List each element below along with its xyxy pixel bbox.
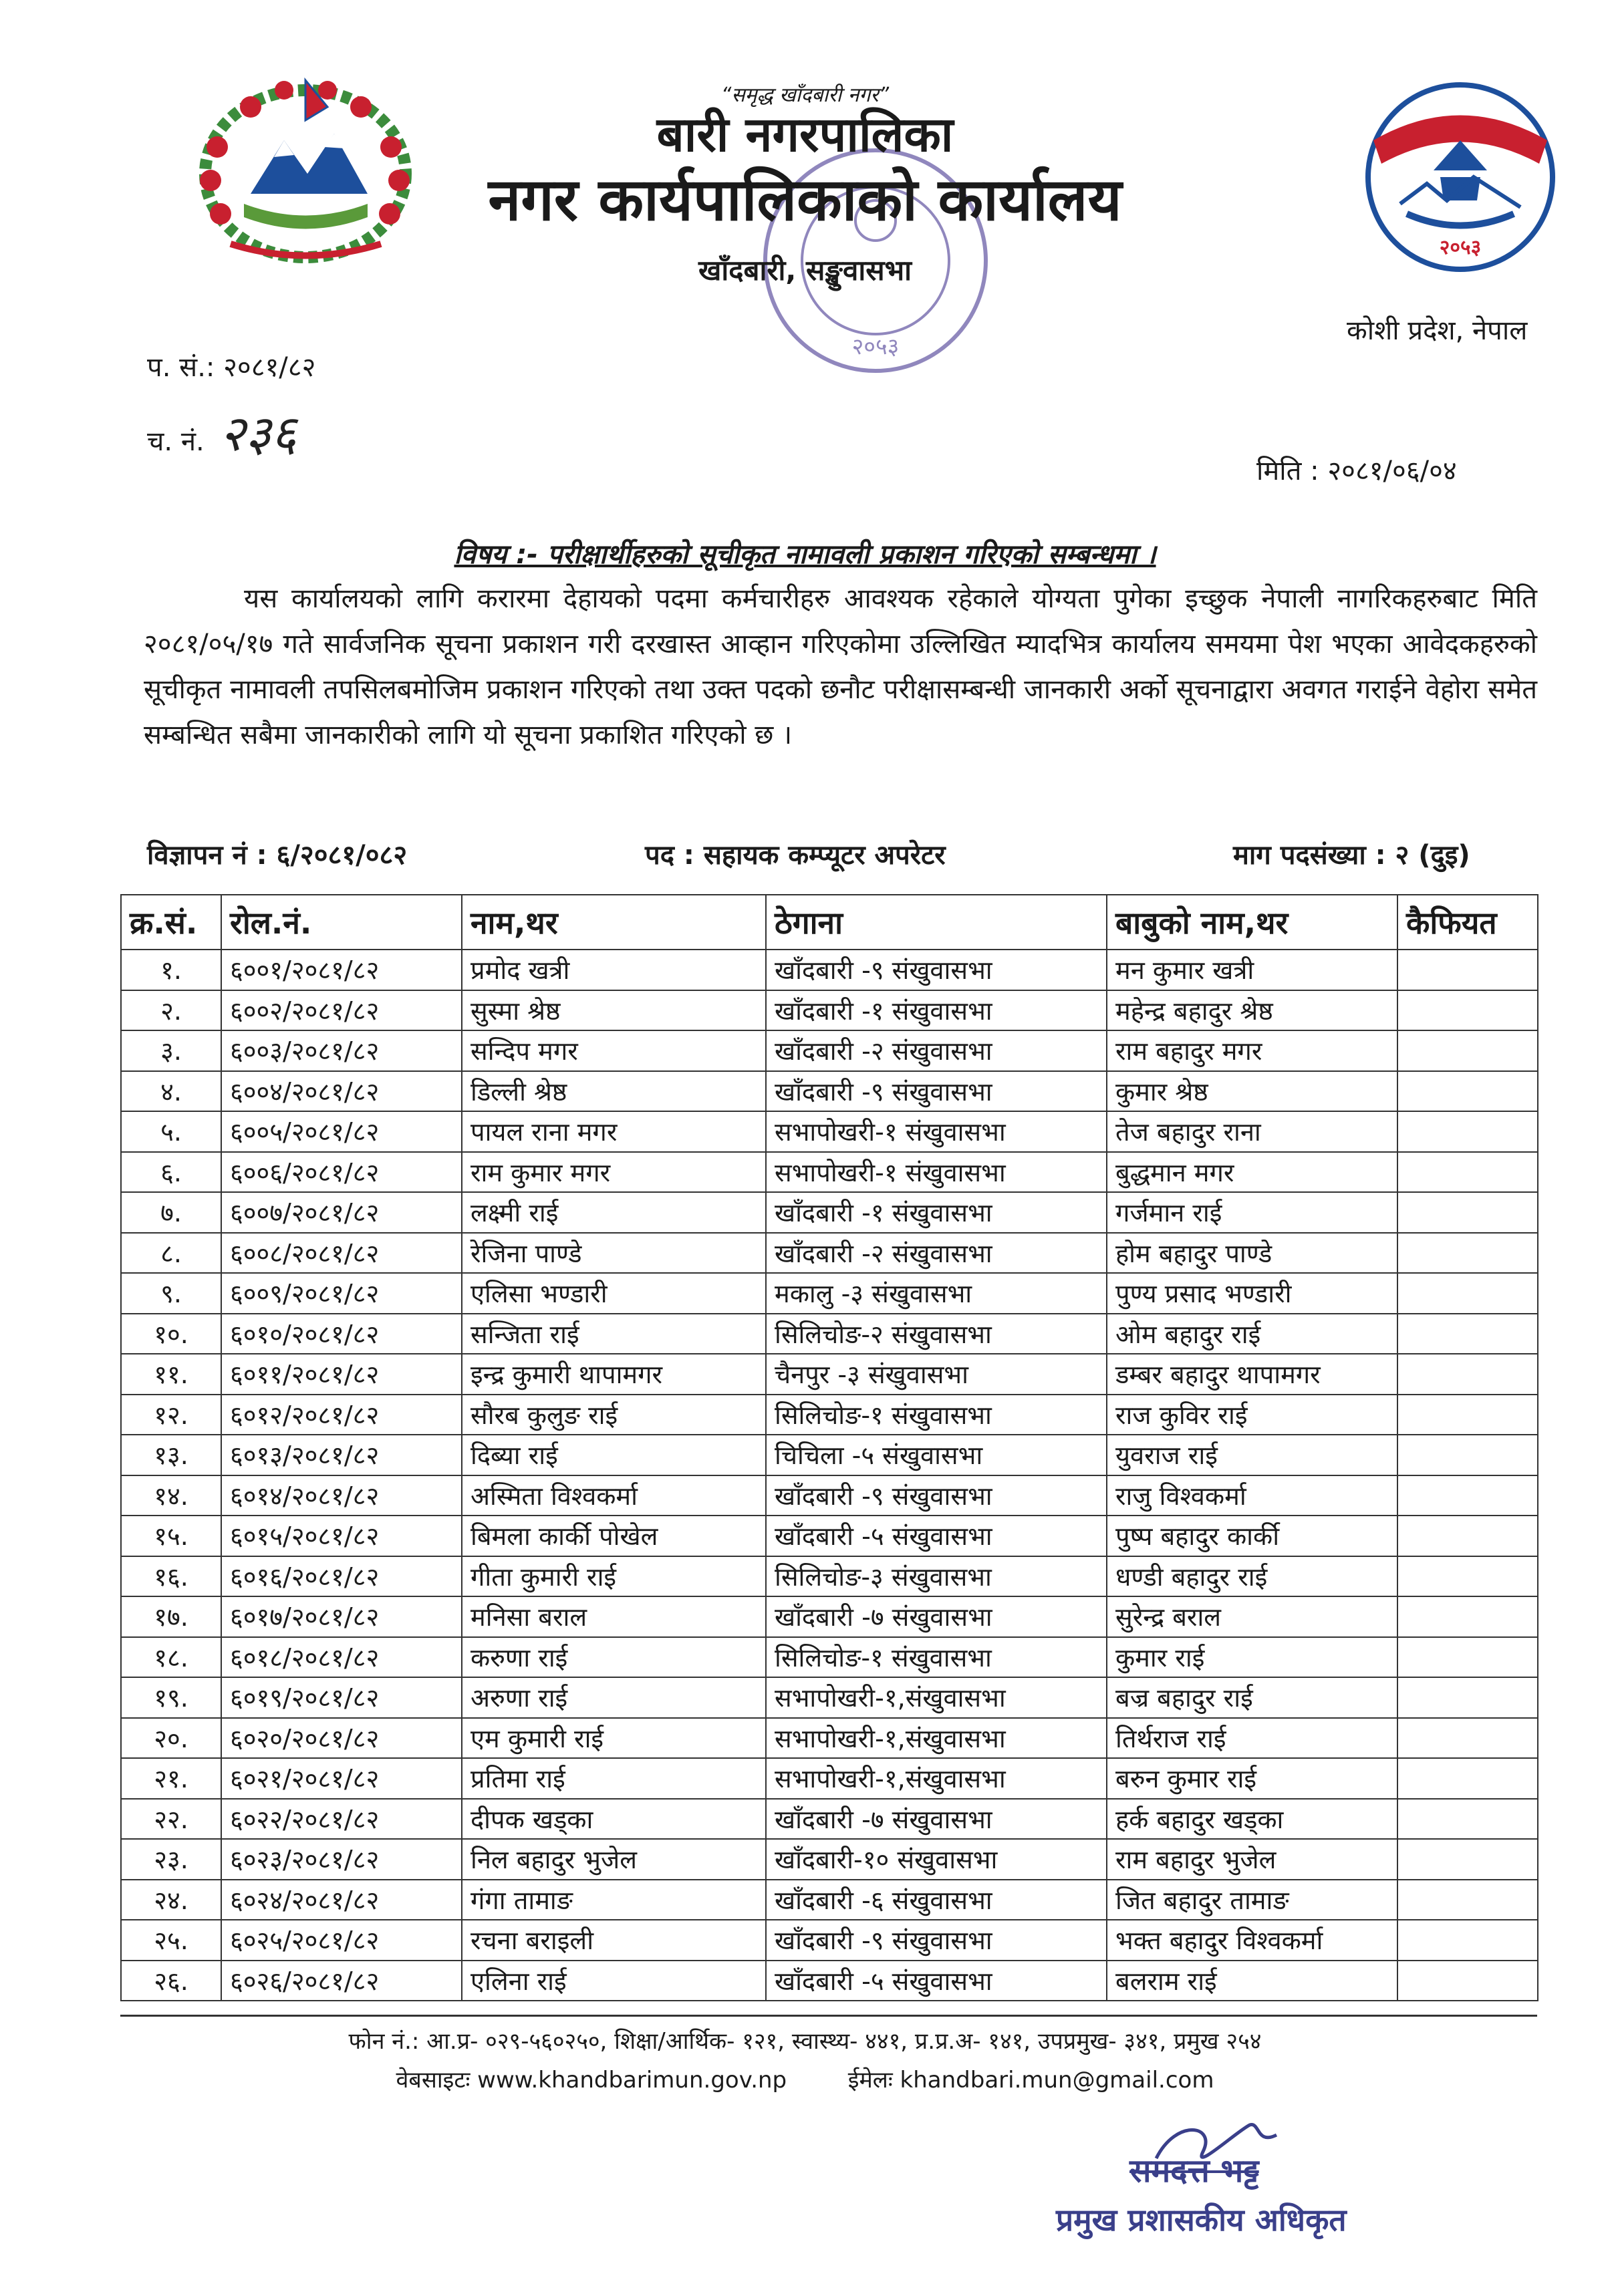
cell-roll: ६००१/२०८१/८२	[221, 950, 462, 990]
col-header-father: बाबुको नाम,थर	[1107, 895, 1397, 950]
cell-address: सभापोखरी-१ संखुवासभा	[766, 1152, 1107, 1193]
cell-father: ओम बहादुर राई	[1107, 1314, 1397, 1354]
table-row	[121, 1961, 1538, 2001]
signatory-title: प्रमुख प्रशासकीय अधिकृत	[1056, 2202, 1347, 2238]
cell-remarks	[1397, 1030, 1538, 1071]
cell-address: सिलिचोङ-१ संखुवासभा	[766, 1395, 1107, 1435]
table-header-row	[121, 895, 1538, 950]
cell-roll: ६००९/२०८१/८२	[221, 1273, 462, 1314]
cell-serial: ९.	[121, 1273, 221, 1314]
table-row	[121, 1677, 1538, 1718]
cell-roll: ६००७/२०८१/८२	[221, 1192, 462, 1233]
cell-name: एम कुमारी राई	[462, 1718, 766, 1759]
cell-name: गंगा तामाङ	[462, 1880, 766, 1920]
cell-father: जित बहादुर तामाङ	[1107, 1880, 1397, 1920]
cell-name: मनिसा बराल	[462, 1596, 766, 1637]
footer-divider	[120, 2015, 1537, 2017]
cell-remarks	[1397, 1435, 1538, 1475]
table-row	[121, 1718, 1538, 1759]
cell-address: खाँदबारी-१० संखुवासभा	[766, 1839, 1107, 1880]
cell-roll: ६०१२/२०८१/८२	[221, 1395, 462, 1435]
cell-father: महेन्द्र बहादुर श्रेष्ठ	[1107, 990, 1397, 1031]
cell-serial: ४.	[121, 1071, 221, 1112]
cell-remarks	[1397, 1233, 1538, 1274]
table-row	[121, 1880, 1538, 1920]
cell-address: खाँदबारी -९ संखुवासभा	[766, 950, 1107, 990]
cell-address: सिलिचोङ-३ संखुवासभा	[766, 1556, 1107, 1597]
vacancy-count	[1233, 835, 1470, 872]
cell-name: प्रमोद खत्री	[462, 950, 766, 990]
dispatch-label: च. नं.	[147, 426, 205, 457]
table-row	[121, 1152, 1538, 1193]
cell-name: प्रतिमा राई	[462, 1758, 766, 1799]
cell-serial: १२.	[121, 1395, 221, 1435]
col-header-name: नाम,थर	[462, 895, 766, 950]
cell-serial: १८.	[121, 1637, 221, 1678]
cell-father: हर्क बहादुर खड्का	[1107, 1799, 1397, 1840]
cell-father: होम बहादुर पाण्डे	[1107, 1233, 1397, 1274]
cell-serial: २२.	[121, 1799, 221, 1840]
cell-serial: ६.	[121, 1152, 221, 1193]
table-row	[121, 1071, 1538, 1112]
cell-name: इन्द्र कुमारी थापामगर	[462, 1354, 766, 1395]
cell-address: सिलिचोङ-२ संखुवासभा	[766, 1314, 1107, 1354]
cell-roll: ६००३/२०८१/८२	[221, 1030, 462, 1071]
cell-address: सिलिचोङ-१ संखुवासभा	[766, 1637, 1107, 1678]
cell-serial: २०.	[121, 1718, 221, 1759]
cell-serial: १०.	[121, 1314, 221, 1354]
ref-value: २०८१/८२	[223, 352, 316, 383]
footer-phone: फोन नं.: आ.प्र- ०२९-५६०२५०, शिक्षा/आर्थिक- १२१, स्वास्थ्य- ४४१, प्र.प्र.अ- १४१, उपप्रमुख- ३४१, प्रमुख २५४	[348, 2028, 1262, 2055]
cell-father: तिर्थराज राई	[1107, 1718, 1397, 1759]
date-label: मिति :	[1256, 456, 1319, 486]
cell-roll: ६०१९/२०८१/८२	[221, 1677, 462, 1718]
cell-address: खाँदबारी -२ संखुवासभा	[766, 1233, 1107, 1274]
cell-remarks	[1397, 1961, 1538, 2001]
cell-father: कुमार श्रेष्ठ	[1107, 1071, 1397, 1112]
candidate-table	[120, 894, 1538, 2001]
cell-name: एलिसा भण्डारी	[462, 1273, 766, 1314]
cell-father: बलराम राई	[1107, 1961, 1397, 2001]
cell-remarks	[1397, 1758, 1538, 1799]
cell-address: खाँदबारी -९ संखुवासभा	[766, 1475, 1107, 1516]
cell-address: खाँदबारी -९ संखुवासभा	[766, 1920, 1107, 1961]
cell-address: सभापोखरी-१ संखुवासभा	[766, 1111, 1107, 1152]
cell-remarks	[1397, 1111, 1538, 1152]
cell-father: कुमार राई	[1107, 1637, 1397, 1678]
cell-serial: ११.	[121, 1354, 221, 1395]
cell-address: मकालु -३ संखुवासभा	[766, 1273, 1107, 1314]
cell-address: चिचिला -५ संखुवासभा	[766, 1435, 1107, 1475]
cell-serial: १३.	[121, 1435, 221, 1475]
col-header-remarks: कैफियत	[1397, 895, 1538, 950]
website-label: वेबसाइटः	[396, 2067, 471, 2094]
cell-roll: ६००४/२०८१/८२	[221, 1071, 462, 1112]
cell-name: डिल्ली श्रेष्ठ	[462, 1071, 766, 1112]
table-row	[121, 1395, 1538, 1435]
cell-serial: २३.	[121, 1839, 221, 1880]
cell-roll: ६०१७/२०८१/८२	[221, 1596, 462, 1637]
cell-name: निल बहादुर भुजेल	[462, 1839, 766, 1880]
cell-father: पुण्य प्रसाद भण्डारी	[1107, 1273, 1397, 1314]
table-row	[121, 1273, 1538, 1314]
table-row	[121, 1920, 1538, 1961]
cell-address: खाँदबारी -९ संखुवासभा	[766, 1071, 1107, 1112]
cell-address: खाँदबारी -५ संखुवासभा	[766, 1516, 1107, 1556]
table-row	[121, 1475, 1538, 1516]
post-label: पद :	[645, 840, 694, 871]
cell-remarks	[1397, 1556, 1538, 1597]
cell-roll: ६००८/२०८१/८२	[221, 1233, 462, 1274]
logo-year: २०५३	[1439, 236, 1482, 259]
cell-remarks	[1397, 1192, 1538, 1233]
cell-remarks	[1397, 1071, 1538, 1112]
cell-roll: ६०२६/२०८१/८२	[221, 1961, 462, 2001]
cell-serial: ७.	[121, 1192, 221, 1233]
cell-roll: ६०११/२०८१/८२	[221, 1354, 462, 1395]
cell-remarks	[1397, 1395, 1538, 1435]
footer-web	[0, 2063, 1610, 2094]
cell-roll: ६००५/२०८१/८२	[221, 1111, 462, 1152]
cell-name: रचना बराइली	[462, 1920, 766, 1961]
cell-serial: १६.	[121, 1556, 221, 1597]
ad-label: विज्ञापन नं :	[147, 840, 267, 871]
cell-name: करुणा राई	[462, 1637, 766, 1678]
cell-remarks	[1397, 1677, 1538, 1718]
cell-father: राज कुविर राई	[1107, 1395, 1397, 1435]
table-row	[121, 1758, 1538, 1799]
cell-name: रेजिना पाण्डे	[462, 1233, 766, 1274]
cell-name: पायल राना मगर	[462, 1111, 766, 1152]
cell-roll: ६०१३/२०८१/८२	[221, 1435, 462, 1475]
cell-remarks	[1397, 1475, 1538, 1516]
notice-subject: विषय :- परीक्षार्थीहरुको सूचीकृत नामावली प्रकाशन गरिएको सम्बन्धमा ।	[454, 539, 1156, 570]
col-header-roll: रोल.नं.	[221, 895, 462, 950]
cell-father: डम्बर बहादुर थापामगर	[1107, 1354, 1397, 1395]
cell-serial: १९.	[121, 1677, 221, 1718]
col-header-serial: क्र.सं.	[121, 895, 221, 950]
cell-remarks	[1397, 1880, 1538, 1920]
table-row	[121, 1233, 1538, 1274]
cell-address: खाँदबारी -२ संखुवासभा	[766, 1030, 1107, 1071]
cell-remarks	[1397, 1839, 1538, 1880]
province: कोशी प्रदेश, नेपाल	[1347, 315, 1528, 346]
cell-father: धण्डी बहादुर राई	[1107, 1556, 1397, 1597]
cell-name: दीपक खड्का	[462, 1799, 766, 1840]
cell-father: तेज बहादुर राना	[1107, 1111, 1397, 1152]
cell-serial: १५.	[121, 1516, 221, 1556]
cell-remarks	[1397, 1718, 1538, 1759]
cell-father: गर्जमान राई	[1107, 1192, 1397, 1233]
cell-remarks	[1397, 1516, 1538, 1556]
cell-address: खाँदबारी -७ संखुवासभा	[766, 1596, 1107, 1637]
post-title	[645, 835, 946, 872]
cell-father: युवराज राई	[1107, 1435, 1397, 1475]
cell-father: राम बहादुर मगर	[1107, 1030, 1397, 1071]
cell-name: सन्जिता राई	[462, 1314, 766, 1354]
cell-remarks	[1397, 1354, 1538, 1395]
col-header-address: ठेगाना	[766, 895, 1107, 950]
cell-roll: ६०१४/२०८१/८२	[221, 1475, 462, 1516]
cell-remarks	[1397, 1596, 1538, 1637]
cell-serial: २.	[121, 990, 221, 1031]
cell-serial: २६.	[121, 1961, 221, 2001]
cell-name: बिमला कार्की पोखेल	[462, 1516, 766, 1556]
cell-roll: ६००२/२०८१/८२	[221, 990, 462, 1031]
cell-remarks	[1397, 1152, 1538, 1193]
cell-remarks	[1397, 1799, 1538, 1840]
slogan: “समृद्ध खाँदबारी नगर”	[720, 84, 890, 107]
municipality-name: बारी नगरपालिका	[656, 106, 954, 162]
email-link: khandbari.mun@gmail.com	[900, 2067, 1214, 2094]
cell-roll: ६०२३/२०८१/८२	[221, 1839, 462, 1880]
table-row	[121, 1354, 1538, 1395]
ref-label: प. सं.:	[147, 352, 215, 383]
cell-father: मन कुमार खत्री	[1107, 950, 1397, 990]
cell-address: चैनपुर -३ संखुवासभा	[766, 1354, 1107, 1395]
demand-value: २ (दुइ)	[1395, 840, 1470, 871]
cell-roll: ६००६/२०८१/८२	[221, 1152, 462, 1193]
advertisement-number	[147, 835, 407, 872]
cell-serial: ८.	[121, 1233, 221, 1274]
cell-serial: ३.	[121, 1030, 221, 1071]
cell-address: सभापोखरी-१,संखुवासभा	[766, 1677, 1107, 1718]
table-row	[121, 1799, 1538, 1840]
cell-name: गीता कुमारी राई	[462, 1556, 766, 1597]
cell-remarks	[1397, 1637, 1538, 1678]
cell-father: बरुन कुमार राई	[1107, 1758, 1397, 1799]
cell-remarks	[1397, 990, 1538, 1031]
table-body	[121, 950, 1538, 2001]
table-row	[121, 1556, 1538, 1597]
cell-father: राजु विश्वकर्मा	[1107, 1475, 1397, 1516]
cell-roll: ६०२५/२०८१/८२	[221, 1920, 462, 1961]
cell-serial: २१.	[121, 1758, 221, 1799]
cell-roll: ६०१८/२०८१/८२	[221, 1637, 462, 1678]
cell-name: अस्मिता विश्वकर्मा	[462, 1475, 766, 1516]
cell-name: एलिना राई	[462, 1961, 766, 2001]
table-row	[121, 1111, 1538, 1152]
cell-roll: ६०२०/२०८१/८२	[221, 1718, 462, 1759]
cell-serial: २४.	[121, 1880, 221, 1920]
dispatch-value: २३६	[219, 405, 297, 462]
notice-body: यस कार्यालयको लागि करारमा देहायको पदमा कर्मचारीहरु आवश्यक रहेकाले योग्यता पुगेका इच्छुक नेपाली नागरिकहरुबाट मिति २०८१/०५/१७ गते सार्वजनिक सूचना प्रकाशन गरी दरखास्त आव्हान गरिएकोमा उल्लिखित म्यादभित्र कार्यालय समयमा पेश भएका आवेदकहरुको सूचीकृत नामावली तपसिलबमोजिम प्रकाशन गरिएको तथा उक्त पदको छनौट परीक्षासम्बन्धी जानकारी अर्को सूचनाद्वारा अवगत गराईने वेहोरा समेत सम्बन्धित सबैमा जानकारीको लागि यो सूचना प्रकाशित गरिएको छ ।	[144, 583, 1537, 750]
cell-roll: ६०२२/२०८१/८२	[221, 1799, 462, 1840]
cell-father: सुरेन्द्र बराल	[1107, 1596, 1397, 1637]
table-row	[121, 950, 1538, 990]
cell-roll: ६०१५/२०८१/८२	[221, 1516, 462, 1556]
table-row	[121, 1596, 1538, 1637]
cell-roll: ६०१०/२०८१/८२	[221, 1314, 462, 1354]
email-label: ईमेलः	[847, 2067, 893, 2094]
ad-value: ६/२०८१/०८२	[276, 840, 408, 871]
cell-father: बुद्धमान मगर	[1107, 1152, 1397, 1193]
table-row	[121, 1030, 1538, 1071]
cell-serial: १.	[121, 950, 221, 990]
cell-address: खाँदबारी -५ संखुवासभा	[766, 1961, 1107, 2001]
cell-remarks	[1397, 1314, 1538, 1354]
table-row	[121, 1839, 1538, 1880]
office-name: नगर कार्यपालिकाको कार्यालय	[488, 165, 1122, 234]
cell-serial: १४.	[121, 1475, 221, 1516]
cell-name: सौरब कुलुङ राई	[462, 1395, 766, 1435]
cell-serial: २५.	[121, 1920, 221, 1961]
notice-date	[1256, 451, 1457, 488]
cell-remarks	[1397, 950, 1538, 990]
demand-label: माग पदसंख्या :	[1233, 840, 1386, 871]
table-row	[121, 1192, 1538, 1233]
cell-father: भक्त बहादुर विश्वकर्मा	[1107, 1920, 1397, 1961]
table-row	[121, 1314, 1538, 1354]
cell-roll: ६०२१/२०८१/८२	[221, 1758, 462, 1799]
cell-name: लक्ष्मी राई	[462, 1192, 766, 1233]
office-address: खाँदबारी, सङ्खुवासभा	[698, 254, 912, 287]
cell-remarks	[1397, 1273, 1538, 1314]
cell-name: दिब्या राई	[462, 1435, 766, 1475]
cell-father: राम बहादुर भुजेल	[1107, 1839, 1397, 1880]
cell-serial: ५.	[121, 1111, 221, 1152]
cell-address: खाँदबारी -७ संखुवासभा	[766, 1799, 1107, 1840]
cell-name: सन्दिप मगर	[462, 1030, 766, 1071]
table-row	[121, 1516, 1538, 1556]
post-value: सहायक कम्प्यूटर अपरेटर	[703, 840, 946, 871]
cell-address: सभापोखरी-१,संखुवासभा	[766, 1758, 1107, 1799]
cell-father: पुष्प बहादुर कार्की	[1107, 1516, 1397, 1556]
dispatch-number	[147, 398, 297, 465]
cell-roll: ६०१६/२०८१/८२	[221, 1556, 462, 1597]
cell-serial: १७.	[121, 1596, 221, 1637]
reference-number	[147, 347, 315, 384]
table-row	[121, 1435, 1538, 1475]
signatory-name: समदत्त भट्ट	[1129, 2152, 1259, 2190]
stamp-year: २०५३	[851, 333, 900, 360]
cell-remarks	[1397, 1920, 1538, 1961]
cell-address: खाँदबारी -१ संखुवासभा	[766, 990, 1107, 1031]
cell-name: अरुणा राई	[462, 1677, 766, 1718]
cell-address: सभापोखरी-१,संखुवासभा	[766, 1718, 1107, 1759]
cell-roll: ६०२४/२०८१/८२	[221, 1880, 462, 1920]
date-value: २०८१/०६/०४	[1327, 456, 1457, 486]
cell-address: खाँदबारी -१ संखुवासभा	[766, 1192, 1107, 1233]
cell-father: बज्र बहादुर राई	[1107, 1677, 1397, 1718]
cell-name: सुस्मा श्रेष्ठ	[462, 990, 766, 1031]
cell-name: राम कुमार मगर	[462, 1152, 766, 1193]
cell-address: खाँदबारी -६ संखुवासभा	[766, 1880, 1107, 1920]
website-link: www.khandbarimun.gov.np	[477, 2067, 787, 2094]
table-row	[121, 990, 1538, 1031]
table-row	[121, 1637, 1538, 1678]
